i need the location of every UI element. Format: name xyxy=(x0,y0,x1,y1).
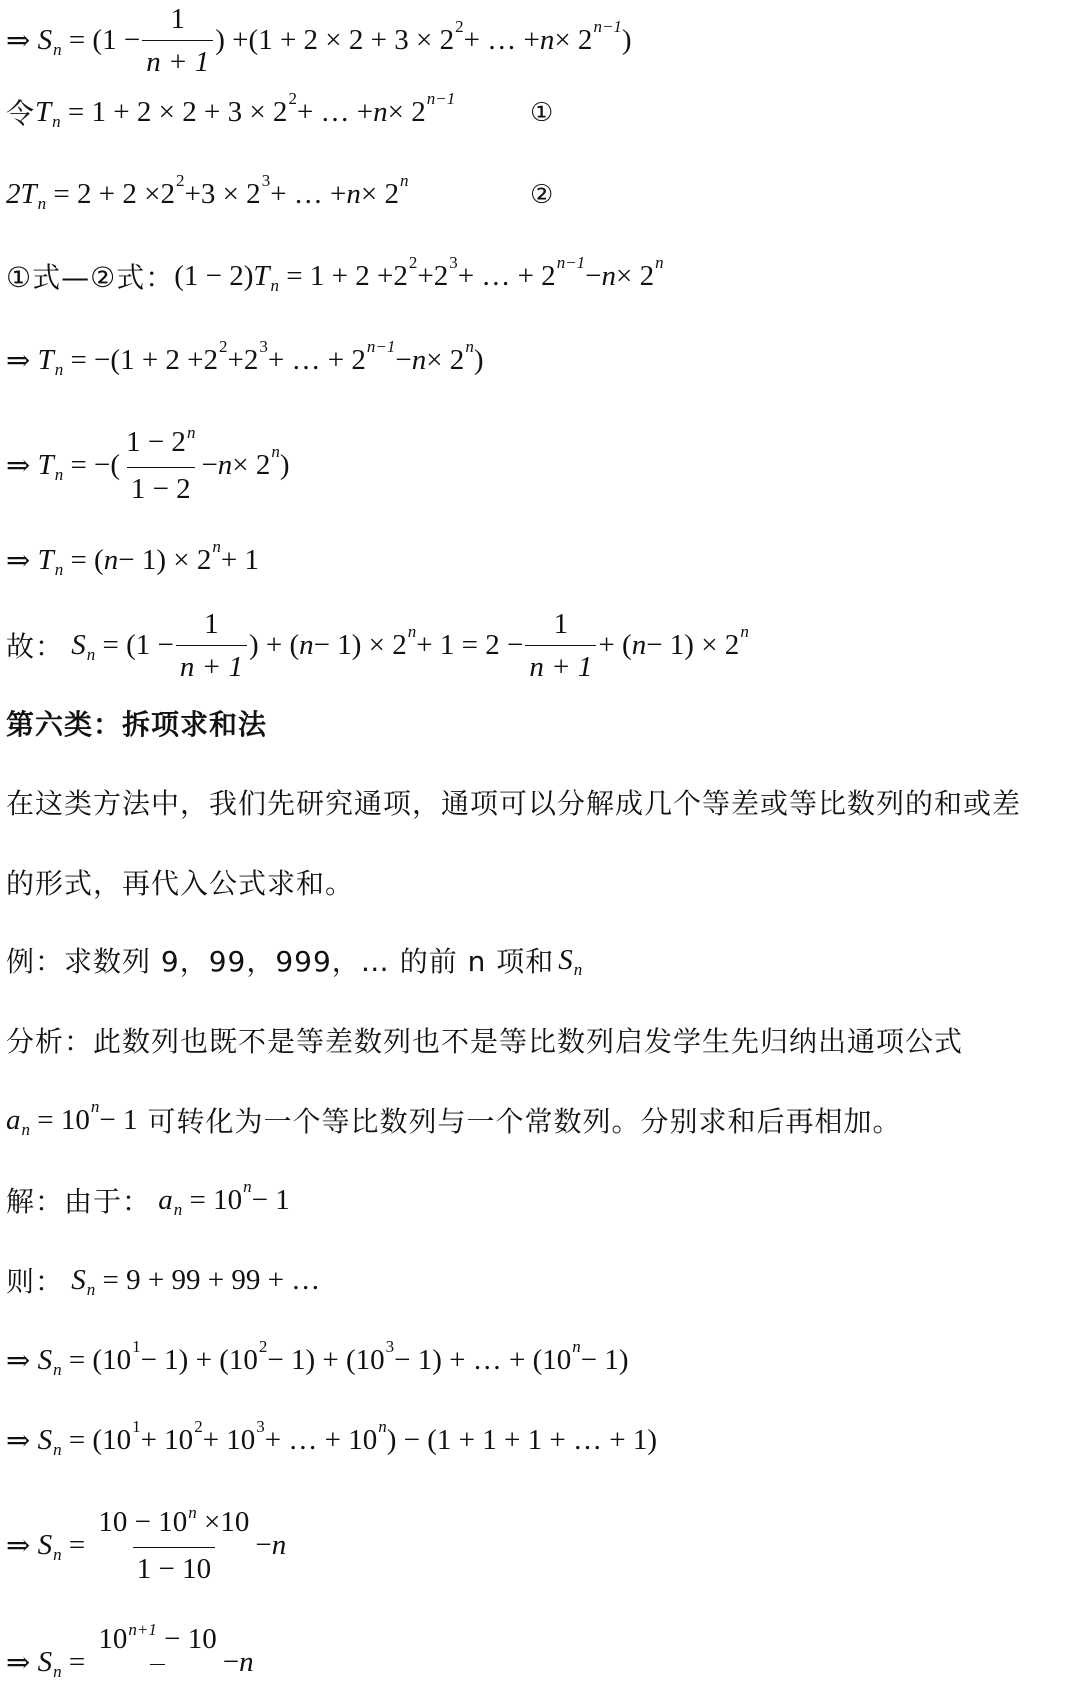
expression-part: − 1) × 2 xyxy=(313,628,407,661)
expression-part: + 1 = 2 − xyxy=(416,628,524,661)
implies-symbol: ⇒ xyxy=(6,544,31,577)
equation-marker-2: ② xyxy=(530,180,554,210)
expression-part: = 1 + 2 × 2 + 3 × 2 xyxy=(67,95,288,128)
fraction-numerator: 1 xyxy=(170,2,185,35)
expression-part: +2 xyxy=(227,343,259,376)
analysis-line-2 xyxy=(6,1090,901,1150)
superscript: n xyxy=(90,1097,100,1116)
superscript: n xyxy=(243,1177,252,1196)
expression-part: × 2 xyxy=(616,259,655,292)
example-line xyxy=(6,930,582,990)
formula-part: − 1) xyxy=(580,1343,629,1376)
formula-part: − 1) + (10 xyxy=(140,1343,258,1376)
fraction xyxy=(176,606,247,685)
fraction xyxy=(122,424,199,507)
expression-part: × 2 xyxy=(426,343,465,376)
formula-part: = 9 + 99 + 99 + … xyxy=(102,1263,321,1296)
t-variable: T xyxy=(37,543,54,576)
formula-part: − 1 xyxy=(251,1183,290,1216)
fraction-numerator xyxy=(94,1504,253,1547)
expression-part: + … + xyxy=(463,23,540,56)
paragraph-text: 在这类方法中，我们先研究通项，通项可以分解成几个等差或等比数列的和或差 xyxy=(6,787,1022,820)
formula-part: − 1) + (10 xyxy=(267,1343,385,1376)
expression-part: (1 + 2 × 2 + 3 × 2 xyxy=(248,23,455,56)
superscript: n xyxy=(400,171,409,190)
subscript-n: n xyxy=(54,360,64,379)
superscript: 2 xyxy=(455,17,464,36)
equals-sign: = xyxy=(68,23,86,56)
subscript-n: n xyxy=(21,1120,30,1139)
expression-part: = −( xyxy=(70,448,121,481)
derivation-line-3 xyxy=(6,1502,287,1585)
n-variable: n xyxy=(217,448,233,481)
formula-part: = (10 xyxy=(68,1343,132,1376)
derivation-line-1 xyxy=(6,1330,629,1390)
implies-symbol: ⇒ xyxy=(6,1344,31,1377)
expression-part: − xyxy=(585,259,602,292)
subscript-n: n xyxy=(53,1440,62,1459)
subscript-n: n xyxy=(53,40,62,59)
superscript: n xyxy=(186,422,196,442)
n-variable: n xyxy=(103,543,119,576)
superscript: n xyxy=(572,1337,581,1356)
equation-line-3 xyxy=(6,164,409,224)
a-variable: a xyxy=(158,1183,173,1216)
equation-line-6 xyxy=(6,422,290,505)
implies-symbol: ⇒ xyxy=(6,1529,31,1562)
close-paren: ) xyxy=(473,343,484,376)
analysis-text: 分析：此数列也既不是等差数列也不是等比数列启发学生先归纳出通项公式 xyxy=(6,1025,964,1058)
superscript: 2 xyxy=(219,337,228,356)
fraction-denominator: 1 − 10 xyxy=(133,1547,215,1587)
implies-symbol: ⇒ xyxy=(6,344,31,377)
equation-marker-1: ① xyxy=(530,98,554,128)
superscript: n xyxy=(465,337,474,356)
formula-part: − 1) + … + (10 xyxy=(394,1343,572,1376)
fraction-denominator: 1 − 2 xyxy=(127,467,195,507)
a-variable: a xyxy=(6,1103,21,1136)
solution-label: 解：由于： xyxy=(6,1185,152,1218)
superscript: 3 xyxy=(259,337,268,356)
s-variable: S xyxy=(37,1343,53,1376)
t-variable: T xyxy=(37,448,54,481)
equals-sign: = xyxy=(68,1645,86,1678)
expression-part: − xyxy=(395,343,412,376)
equation-line-8 xyxy=(6,605,749,685)
subscript-n: n xyxy=(52,112,61,131)
s-variable: S xyxy=(71,1263,86,1296)
two-t-variable: 2T xyxy=(6,177,37,210)
formula-part: − xyxy=(222,1645,240,1678)
numerator-text: ×10 xyxy=(196,1505,250,1538)
superscript: 1 xyxy=(132,1337,141,1356)
implies-symbol: ⇒ xyxy=(6,1646,31,1679)
s-variable: S xyxy=(558,943,573,976)
subscript-n: n xyxy=(270,276,280,295)
superscript: n+1 xyxy=(128,1619,157,1639)
s-variable: S xyxy=(37,1645,53,1678)
expression-part: +2 xyxy=(417,259,449,292)
fraction-numerator: 1 xyxy=(204,607,219,640)
subscript-n: n xyxy=(53,1360,62,1379)
numerator-text: 10 − 10 xyxy=(98,1505,188,1538)
fraction-numerator xyxy=(94,1621,220,1664)
fraction xyxy=(525,606,596,685)
expression-part: × 2 xyxy=(232,448,271,481)
s-variable: S xyxy=(71,628,86,661)
expression-part: + … + xyxy=(296,95,374,128)
analysis-line-1 xyxy=(6,1010,963,1070)
superscript: 3 xyxy=(256,1417,265,1436)
expression-part: = ( xyxy=(70,543,104,576)
expression-part: = −(1 + 2 +2 xyxy=(70,343,219,376)
expression-part: × 2 xyxy=(387,95,426,128)
fraction-numerator: 1 xyxy=(553,607,569,640)
expression-part: + … + 2 xyxy=(267,343,366,376)
formula-part: + 10 xyxy=(140,1423,194,1456)
s-variable: S xyxy=(37,1528,53,1561)
formula-part: + 10 xyxy=(202,1423,256,1456)
derivation-line-2 xyxy=(6,1410,657,1470)
subscript-n: n xyxy=(573,960,583,979)
subscript-n: n xyxy=(54,465,64,484)
example-text: 例：求数列 9，99，999，… 的前 n 项和 xyxy=(6,945,555,978)
superscript: 2 xyxy=(288,89,297,108)
formula-part: ) − (1 + 1 + 1 + … + 1) xyxy=(386,1423,658,1456)
superscript: n−1 xyxy=(556,253,586,272)
superscript: 3 xyxy=(385,1337,395,1356)
numerator-text: − 10 xyxy=(156,1622,217,1655)
expression-part: × 2 xyxy=(360,177,400,210)
then-label: 则： xyxy=(6,1265,65,1298)
n-variable: n xyxy=(601,259,617,292)
equation-line-1: ⇒ S n = (1 − $\frac{1}{n + 1}$ ) + (1 + 2 × 2 + 3 × 2 2 + … + n × 2 n−1 ) xyxy=(6,2,632,78)
equation-line-5 xyxy=(6,330,483,390)
then-line xyxy=(6,1250,320,1310)
derivation-line-4 xyxy=(6,1619,254,1702)
fraction-numerator xyxy=(122,424,199,467)
implies-symbol: ⇒ xyxy=(6,1424,31,1457)
fraction-denominator: n + 1 xyxy=(525,645,596,685)
subtract-label: ①式—②式： xyxy=(6,261,175,294)
numerator-text: 10 xyxy=(98,1622,128,1655)
expression-part: − xyxy=(201,448,218,481)
numerator-text: 1 − 2 xyxy=(126,425,186,458)
formula-part: = 10 xyxy=(37,1103,90,1136)
t-variable: T xyxy=(253,259,270,292)
subscript-n: n xyxy=(86,1280,96,1299)
superscript: n xyxy=(378,1417,387,1436)
n-variable: n xyxy=(373,95,388,128)
t-variable: T xyxy=(37,343,54,376)
section-heading-text: 第六类：拆项求和法 xyxy=(6,708,268,741)
s-variable: S xyxy=(37,23,53,56)
expression-part: + ( xyxy=(598,628,632,661)
solution-line xyxy=(6,1170,290,1230)
superscript: n−1 xyxy=(426,89,456,108)
close-paren: ) xyxy=(279,448,290,481)
formula-part: − 1 xyxy=(99,1103,138,1136)
expression-part: + … + 2 xyxy=(457,259,556,292)
subscript-n: n xyxy=(53,1662,62,1681)
subscript-n: n xyxy=(53,1545,62,1564)
superscript: 3 xyxy=(449,253,458,272)
implies-symbol: ⇒ xyxy=(6,449,31,482)
superscript: 2 xyxy=(408,253,418,272)
formula-part: = (10 xyxy=(68,1423,132,1456)
close-paren: ) xyxy=(621,23,632,56)
subscript-n: n xyxy=(173,1200,183,1219)
t-variable: T xyxy=(35,95,52,128)
paragraph-text: 的形式，再代入公式求和。 xyxy=(6,867,355,900)
equation-line-7 xyxy=(6,530,259,590)
expression-part: + … + xyxy=(270,177,347,210)
formula-part: + … + 10 xyxy=(264,1423,378,1456)
superscript: 2 xyxy=(194,1417,203,1436)
analysis-text: 可转化为一个等比数列与一个常数列。分别求和后再相加。 xyxy=(147,1105,902,1138)
expression-part: + 1 xyxy=(220,543,259,576)
n-variable: n xyxy=(539,23,555,56)
intro-line-1 xyxy=(6,772,1021,832)
formula-part: − xyxy=(255,1528,272,1561)
superscript: n−1 xyxy=(593,17,622,36)
expression-part: ) + ( xyxy=(248,628,300,661)
subscript-n: n xyxy=(86,645,96,664)
superscript: n xyxy=(271,442,280,461)
n-variable: n xyxy=(346,177,361,210)
expression-part: − 1) × 2 xyxy=(118,543,212,576)
n-variable: n xyxy=(271,1528,287,1561)
formula-part: = 10 xyxy=(189,1183,243,1216)
s-variable: S xyxy=(37,1423,53,1456)
superscript: n xyxy=(740,622,749,641)
fraction-denominator: n + 1 xyxy=(176,645,247,685)
n-variable: n xyxy=(631,628,647,661)
equation-line-2 xyxy=(6,82,455,142)
n-variable: n xyxy=(411,343,427,376)
expression-part: × 2 xyxy=(554,23,593,56)
expression-part: = 1 + 2 +2 xyxy=(286,259,408,292)
n-variable: n xyxy=(299,628,314,661)
intro-line-2 xyxy=(6,852,354,912)
superscript: 1 xyxy=(132,1417,141,1436)
let-label: 令 xyxy=(6,97,36,130)
superscript: 2 xyxy=(258,1337,268,1356)
superscript: 2 xyxy=(175,171,185,190)
section-heading xyxy=(6,693,267,753)
superscript: n xyxy=(188,1502,197,1522)
fraction xyxy=(142,1,213,80)
fraction xyxy=(94,1504,253,1587)
superscript: 3 xyxy=(261,171,271,190)
superscript: n xyxy=(655,253,664,272)
fraction-denominator: n + 1 xyxy=(142,40,213,80)
subscript-n: n xyxy=(54,560,64,579)
expression-part: +3 × 2 xyxy=(184,177,261,210)
implies-symbol: ⇒ xyxy=(6,24,31,57)
fraction xyxy=(94,1621,220,1704)
equals-sign: = xyxy=(68,1528,86,1561)
equation-line-4 xyxy=(6,246,664,306)
fraction-denominator xyxy=(150,1664,165,1704)
expression-part: (1 − 2) xyxy=(174,259,254,292)
expression-part: = (1 − xyxy=(102,628,174,661)
superscript: n xyxy=(212,537,221,556)
superscript: n−1 xyxy=(366,337,396,356)
n-variable: n xyxy=(239,1645,254,1678)
subscript-n: n xyxy=(37,194,47,213)
expression-part: = 2 + 2 ×2 xyxy=(53,177,175,210)
superscript: n xyxy=(407,622,417,641)
expression-part: − 1) × 2 xyxy=(646,628,740,661)
therefore-label: 故： xyxy=(6,630,65,663)
